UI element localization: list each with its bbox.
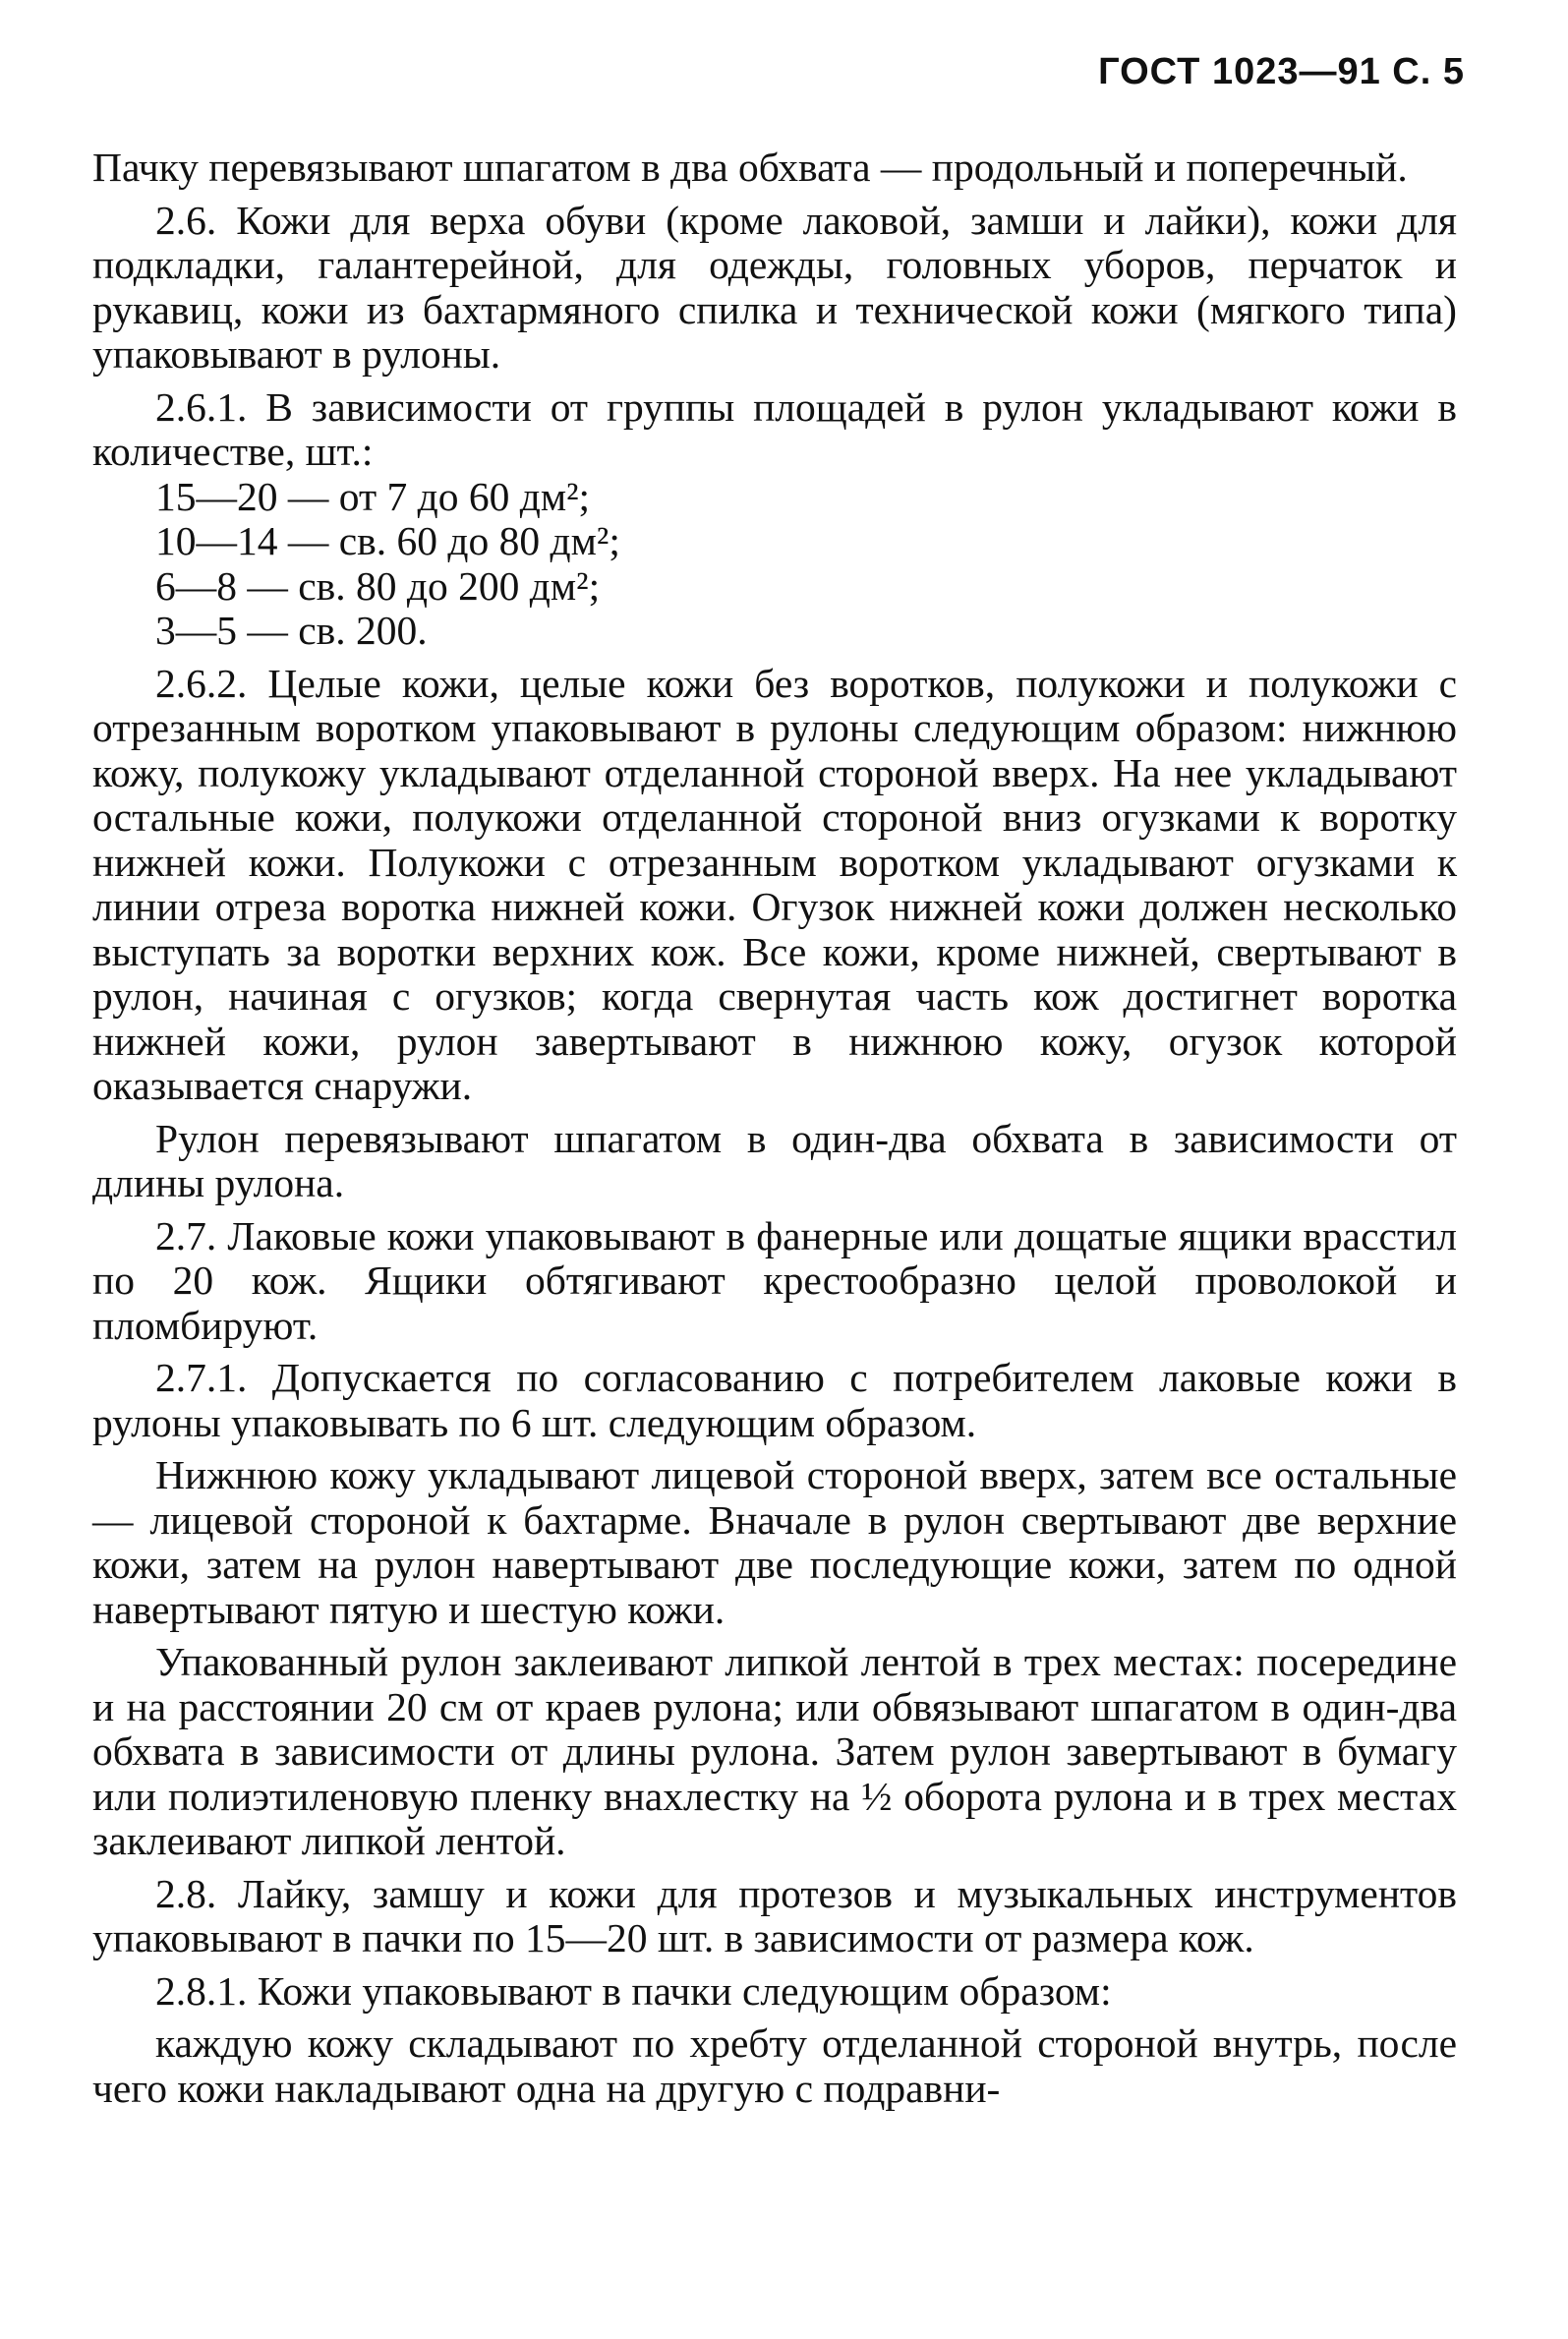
paragraph-roll-tying: Рулон перевязывают шпагатом в один-два обхвата в зависимости от длины рулона. bbox=[92, 1115, 1457, 1205]
paragraph-2-6-2: 2.6.2. Целые кожи, целые кожи без воротков, полукожи и полукожи с отрезанным воротком упаковывают в рулоны следующим образом: нижнюю кожу, полукожу укладывают отделанной стороной вверх. На нее укладывают остальные кожи, полукожи отделанной стороной вниз огузками к воротку нижней кожи. Полукожи с отрезанным воротком укладывают огузками к линии отреза воротка нижней кожи. Огузок нижней кожи должен несколько выступать за воротки верхних кож. Все кожи, кроме нижней, свертывают в рулон, начиная с огузков; когда свернутая часть кож достигнет воротка нижней кожи, рулон завертывают в нижнюю кожу, огузок которой оказывается снаружи. bbox=[92, 660, 1457, 1108]
paragraph-lower-skin: Нижнюю кожу укладывают лицевой стороной вверх, затем все остальные — лицевой стороной к бахтарме. Вначале в рулон свертывают две верхние кожи, затем на рулон навертывают две последующие кожи, затем по одной навертывают пятую и шестую кожи. bbox=[92, 1452, 1457, 1632]
paragraph-2-6: 2.6. Кожи для верха обуви (кроме лаковой, замши и лайки), кожи для подкладки, галантерейной, для одежды, головных уборов, перчаток и рукавиц, кожи из бахтармяного спилка и технической кожи (мягкого типа) упаковывают в рулоны. bbox=[92, 197, 1457, 377]
document-body bbox=[92, 146, 1457, 2111]
paragraph-continuation: Пачку перевязывают шпагатом в два обхвата — продольный и поперечный. bbox=[92, 145, 1408, 190]
paragraph-2-8-1: 2.8.1. Кожи упаковывают в пачки следующим образом: bbox=[155, 1967, 1112, 2014]
paragraph-2-6-1: 2.6.1. В зависимости от группы площадей в рулон укладывают кожи в количестве, шт.: bbox=[92, 383, 1457, 474]
paragraph-2-8: 2.8. Лайку, замшу и кожи для протезов и музыкальных инструментов упаковывают в пачки по 15—20 шт. в зависимости от размера кож. bbox=[92, 1870, 1457, 1960]
list-item: 3—5 — св. 200. bbox=[155, 608, 428, 653]
paragraph-2-7-1: 2.7.1. Допускается по согласованию с потребителем лаковые кожи в рулоны упаковывать по 6 шт. следующим образом. bbox=[92, 1355, 1457, 1445]
list-item: 15—20 — от 7 до 60 дм²; bbox=[155, 473, 591, 519]
paragraph-folding: каждую кожу складывают по хребту отделанной стороной внутрь, после чего кожи накладывают одна на другую с подравни- bbox=[92, 2020, 1457, 2111]
list-item: 10—14 — св. 60 до 80 дм²; bbox=[155, 518, 620, 563]
list-item: 6—8 — св. 80 до 200 дм²; bbox=[155, 562, 601, 609]
paragraph-packed-roll: Упакованный рулон заклеивают липкой лентой в трех местах: посередине и на расстоянии 20 см от краев рулона; или обвязывают шпагатом в один-два обхвата в зависимости от длины рулона. Затем рулон завертывают в бумагу или полиэтиленовую пленку внахлестку на ½ оборота рулона и в трех местах заклеивают липкой лентой. bbox=[92, 1639, 1457, 1863]
paragraph-2-7: 2.7. Лаковые кожи упаковывают в фанерные или дощатые ящики врасстил по 20 кож. Ящики обтягивают крестообразно целой проволокой и пломбируют. bbox=[92, 1212, 1457, 1348]
page-header: ГОСТ 1023—91 С. 5 bbox=[1098, 51, 1465, 92]
